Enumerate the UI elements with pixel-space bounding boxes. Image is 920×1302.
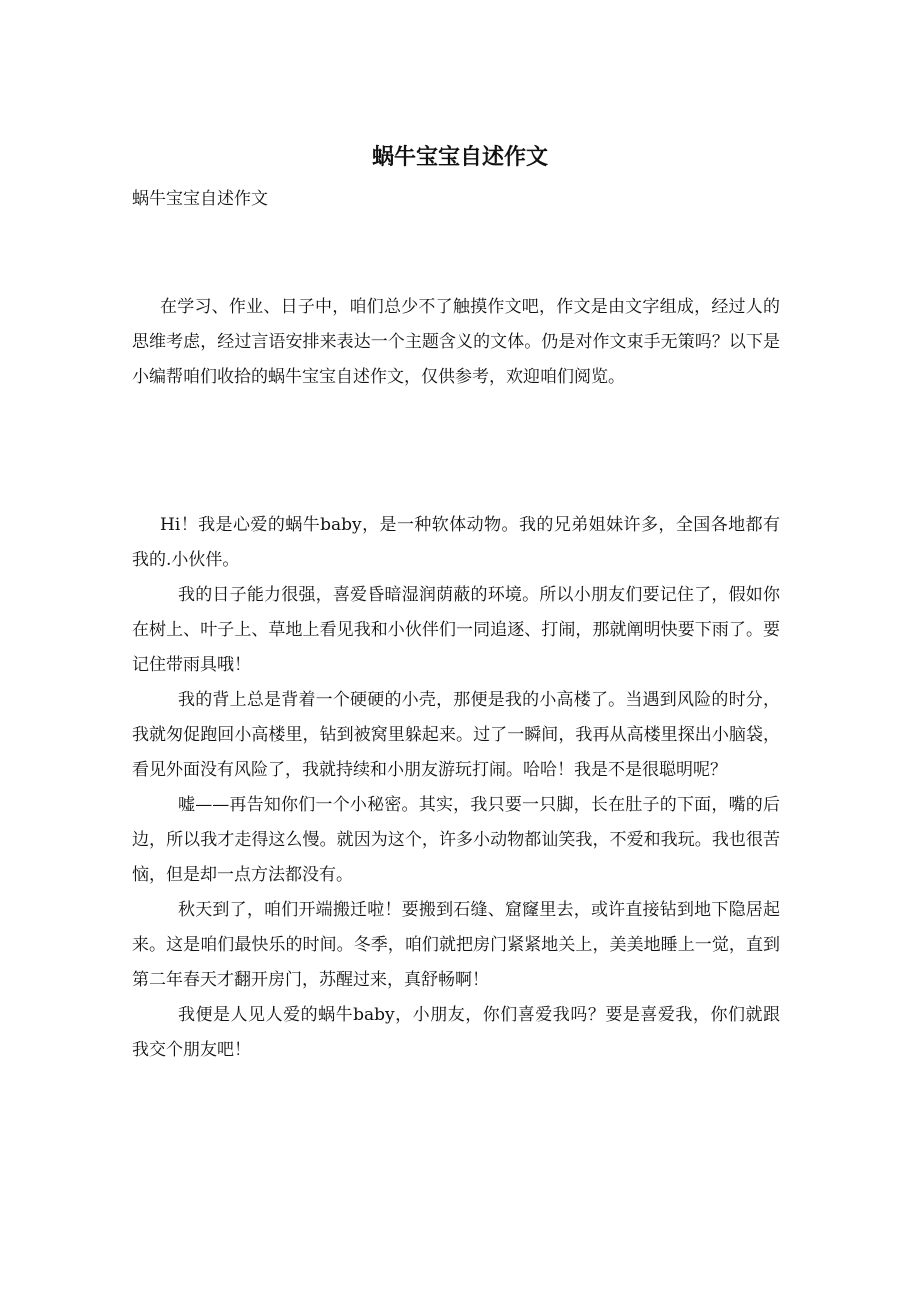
essay-paragraph: 我的背上总是背着一个硬硬的小壳，那便是我的小高楼了。当遇到风险的时分，我就匆促跑回小高楼里，钻到被窝里躲起来。过了一瞬间，我再从高楼里探出小脑袋，看见外面没有风险了，我就持续和小朋友游玩打闹。哈哈！我是不是很聪明呢？ [132,690,780,780]
essay-body [132,508,780,1068]
essay-paragraph: Hi！我是心爱的蜗牛baby，是一种软体动物。我的兄弟姐妹许多，全国各地都有我的.小伙伴。 [132,515,780,570]
document-title: 蜗牛宝宝自述作文 [371,144,548,170]
document-subtitle: 蜗牛宝宝自述作文 [132,189,268,209]
essay-paragraph: 我便是人见人爱的蜗牛baby，小朋友，你们喜爱我吗？要是喜爱我，你们就跟我交个朋友吧！ [132,1005,780,1060]
intro-paragraph: 在学习、作业、日子中，咱们总少不了触摸作文吧，作文是由文字组成，经过人的思维考虑，经过言语安排来表达一个主题含义的文体。仍是对作文束手无策吗？以下是小编帮咱们收拾的蜗牛宝宝自述作文，仅供参考，欢迎咱们阅览。 [132,297,780,387]
essay-paragraph: 嘘——再告知你们一个小秘密。其实，我只要一只脚，长在肚子的下面，嘴的后边，所以我才走得这么慢。就因为这个，许多小动物都讪笑我，不爱和我玩。我也很苦恼，但是却一点方法都没有。 [132,795,780,885]
essay-paragraph: 我的日子能力很强，喜爱昏暗湿润荫蔽的环境。所以小朋友们要记住了，假如你在树上、叶子上、草地上看见我和小伙伴们一同追逐、打闹，那就阐明快要下雨了。要记住带雨具哦！ [132,585,780,675]
essay-paragraph: 秋天到了，咱们开端搬迁啦！要搬到石缝、窟窿里去，或许直接钻到地下隐居起来。这是咱们最快乐的时间。冬季，咱们就把房门紧紧地关上，美美地睡上一觉，直到第二年春天才翻开房门，苏醒过来，真舒畅啊！ [132,900,780,990]
